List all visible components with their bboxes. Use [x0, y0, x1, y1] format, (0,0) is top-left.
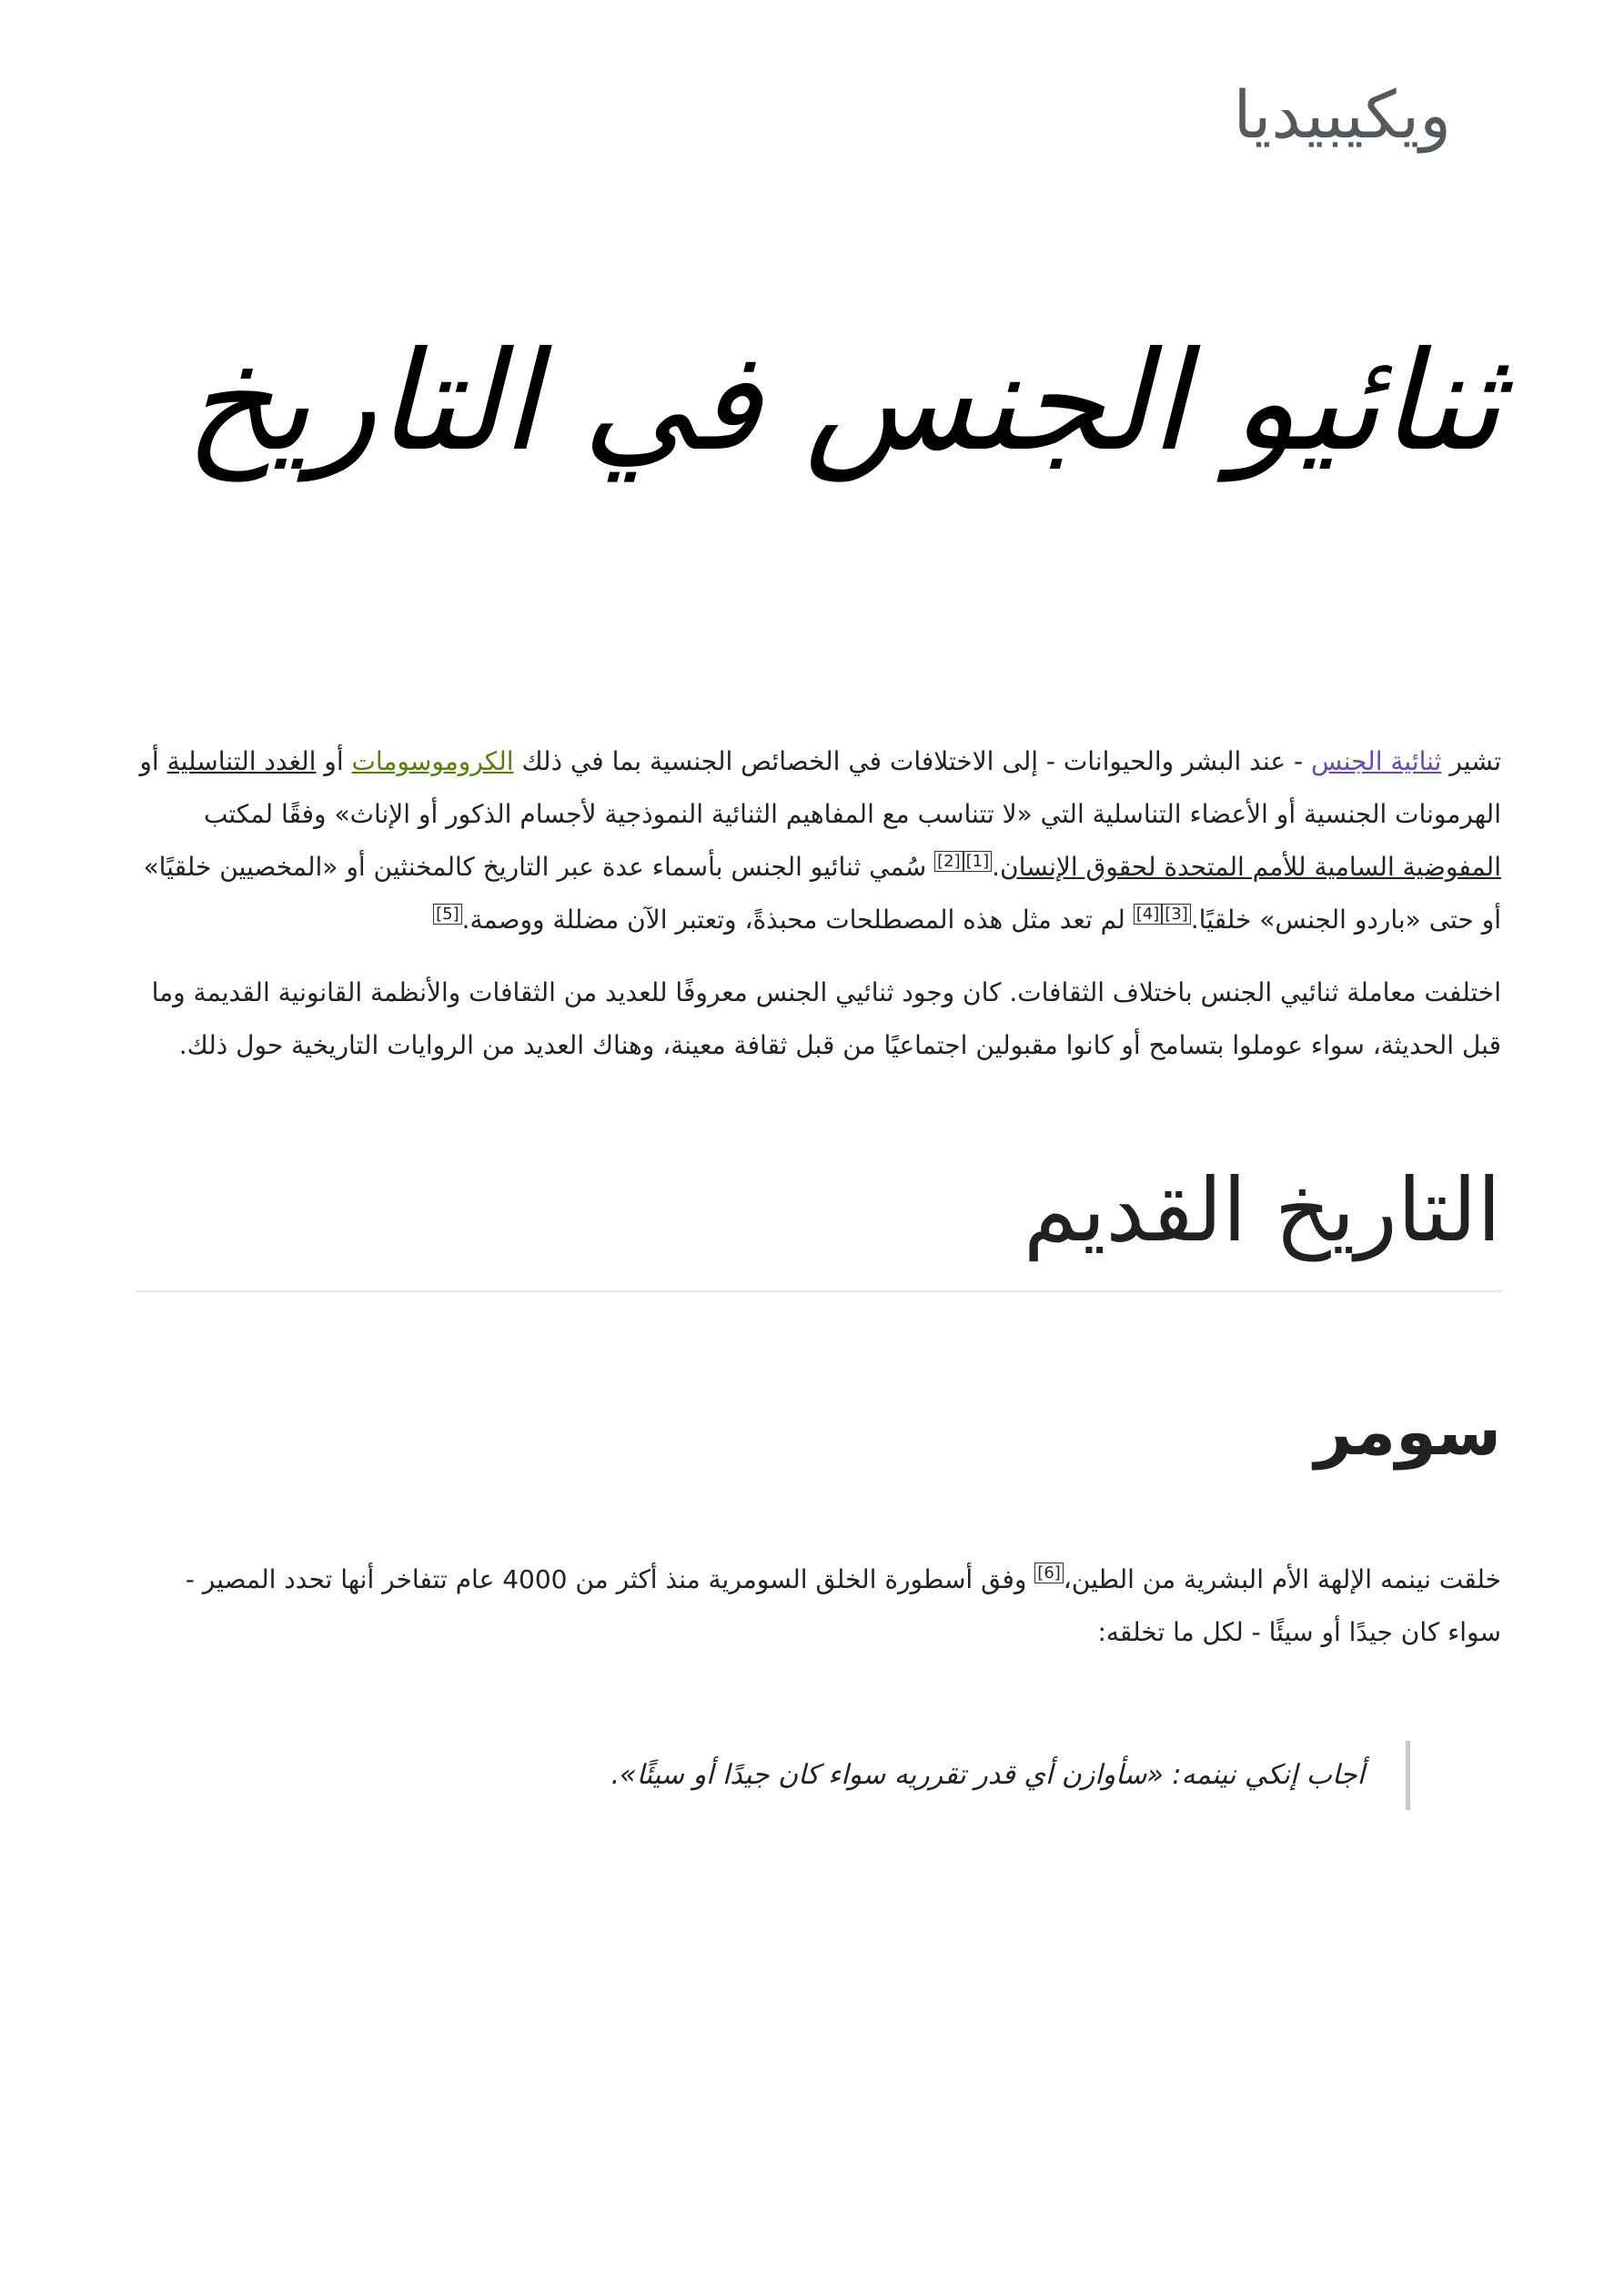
section-heading-ancient-history: التاريخ القديم	[136, 1158, 1501, 1292]
article-content	[136, 735, 1501, 1810]
reference-1[interactable]: [1]	[963, 851, 993, 872]
intro-paragraph-1	[136, 735, 1501, 946]
link-intersex[interactable]: ثنائية الجنس	[1310, 746, 1442, 776]
text-run: - عند البشر والحيوانات - إلى الاختلافات في الخصائص الجنسية بما في ذلك	[513, 746, 1311, 776]
text-run: تشير	[1441, 746, 1501, 776]
subsection-heading-sumer: سومر	[1314, 1393, 1501, 1471]
text-run: وفق أسطورة الخلق السومرية منذ أكثر من 4000 عام تتفاخر أنها تحدد المصير - سواء كان جيدًا أو سيئًا - لكل ما تخلقه:	[185, 1563, 1501, 1647]
reference-5[interactable]: [5]	[433, 904, 462, 925]
reference-4[interactable]: [4]	[1134, 904, 1163, 925]
text-run: .	[992, 852, 1001, 882]
link-gonads[interactable]: الغدد التناسلية	[166, 746, 317, 776]
text-run: أو	[316, 746, 352, 776]
page-title: ثنائيو الجنس في التاريخ	[184, 323, 1501, 481]
reference-6[interactable]: [6]	[1034, 1563, 1064, 1583]
link-ohchr[interactable]: المفوضية السامية للأمم المتحدة لحقوق الإنسان	[1000, 852, 1501, 882]
link-chromosomes[interactable]: الكروموسومات	[351, 746, 514, 776]
site-wordmark[interactable]: ويكيبيديا	[1233, 76, 1451, 153]
reference-3[interactable]: [3]	[1162, 904, 1191, 925]
reference-2[interactable]: [2]	[934, 851, 963, 872]
sumer-quote: أجاب إنكي نينمه: «سأوازن أي قدر تقرريه سواء كان جيدًا أو سيئًا».	[136, 1741, 1410, 1810]
text-run: سُمي ثنائيو الجنس بأسماء عدة عبر التاريخ كالمخنثين أو «المخصيين خلقيًا» أو حتى «باردو الجنس» خلقيًا.	[143, 852, 1501, 935]
text-run: خلقت نينمه الإلهة الأم البشرية من الطين،	[1063, 1563, 1501, 1594]
sumer-paragraph	[136, 1553, 1501, 1659]
intro-paragraph-2: اختلفت معاملة ثنائيي الجنس باختلاف الثقافات. كان وجود ثنائيي الجنس معروفًا للعديد من الثقافات والأنظمة القانونية القديمة وما قبل الحديثة، سواء عوملوا بتسامح أو كانوا مقبولين اجتماعيًا من قبل ثقافة معينة، وهناك العديد من الروايات التاريخية حول ذلك.	[151, 977, 1501, 1060]
article-page	[136, 0, 1501, 2296]
text-run: أو الهرمونات الجنسية أو الأعضاء التناسلية التي «لا تتناسب مع المفاهيم الثنائية النموذجية لأجسام الذكور أو الإناث» وفقًا لمكتب	[139, 746, 1501, 829]
text-run: لم تعد مثل هذه المصطلحات محبذةً، وتعتبر الآن مضللة ووصمة.	[461, 905, 1134, 935]
